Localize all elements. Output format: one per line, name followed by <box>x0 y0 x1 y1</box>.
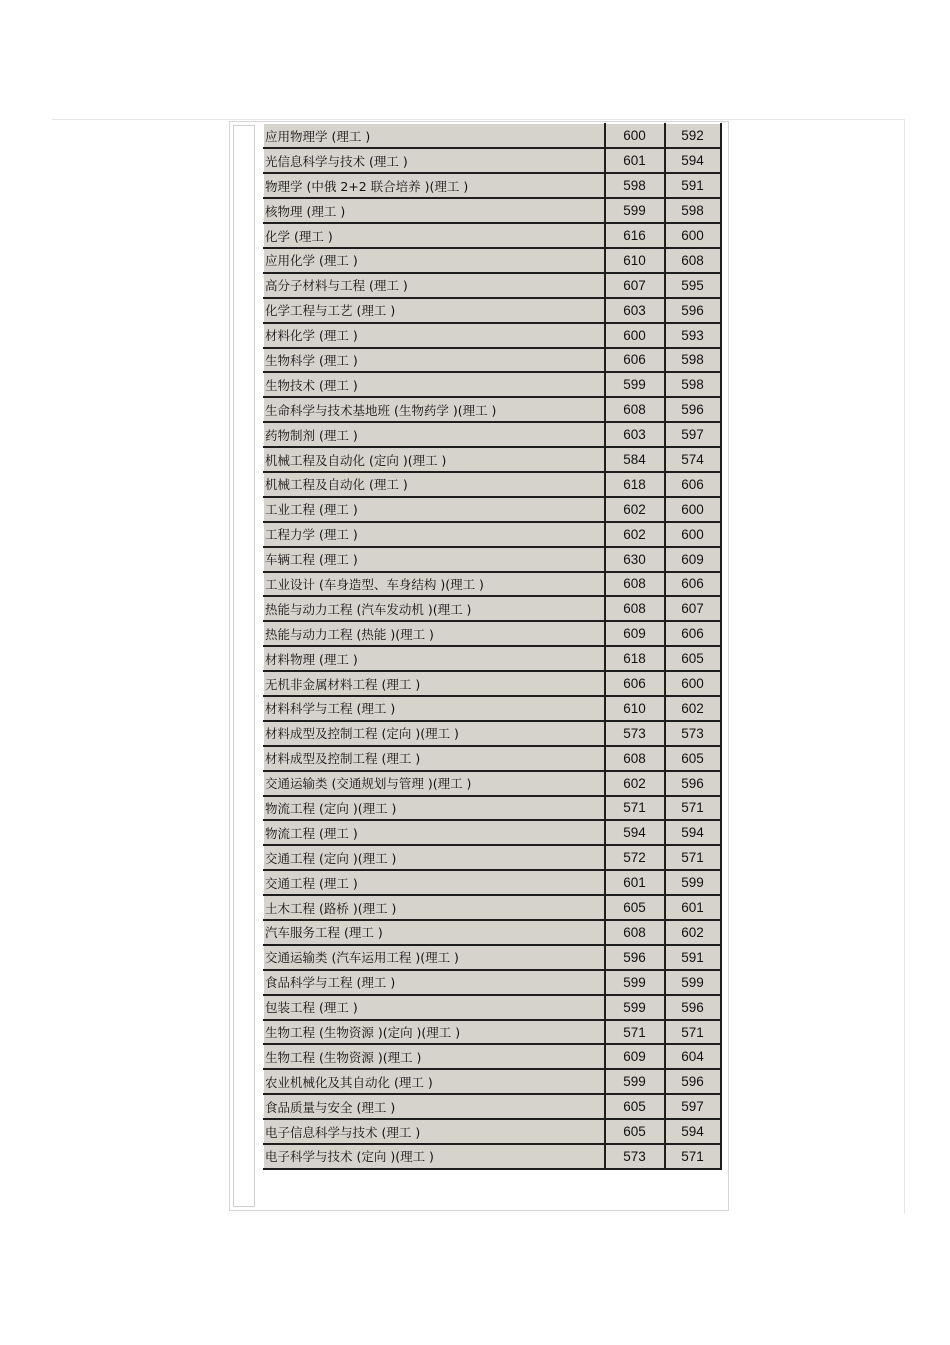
table-row <box>264 372 721 397</box>
table-row <box>264 173 721 198</box>
major-name-cell: 生物工程 (生物资源 )(理工 ) <box>264 1044 605 1069</box>
major-name-cell: 生物工程 (生物资源 )(定向 )(理工 ) <box>264 1020 605 1045</box>
min-score-cell: 606 <box>665 472 721 497</box>
major-name-cell: 交通工程 (定向 )(理工 ) <box>264 845 605 870</box>
min-score-cell: 591 <box>665 173 721 198</box>
max-score-cell: 609 <box>605 621 665 646</box>
min-score-cell: 608 <box>665 248 721 273</box>
min-score-cell: 596 <box>665 298 721 323</box>
major-name-cell: 材料物理 (理工 ) <box>264 646 605 671</box>
min-score-cell: 571 <box>665 1144 721 1169</box>
max-score-cell: 618 <box>605 472 665 497</box>
max-score-cell: 610 <box>605 248 665 273</box>
table-row <box>264 671 721 696</box>
min-score-cell: 592 <box>665 124 721 149</box>
max-score-cell: 602 <box>605 522 665 547</box>
table-row <box>264 970 721 995</box>
major-name-cell: 工业工程 (理工 ) <box>264 497 605 522</box>
max-score-cell: 572 <box>605 845 665 870</box>
major-name-cell: 应用化学 (理工 ) <box>264 248 605 273</box>
min-score-cell: 604 <box>665 1044 721 1069</box>
major-name-cell: 电子科学与技术 (定向 )(理工 ) <box>264 1144 605 1169</box>
min-score-cell: 597 <box>665 422 721 447</box>
max-score-cell: 600 <box>605 124 665 149</box>
major-name-cell: 包装工程 (理工 ) <box>264 995 605 1020</box>
min-score-cell: 573 <box>665 721 721 746</box>
min-score-cell: 605 <box>665 746 721 771</box>
max-score-cell: 599 <box>605 1069 665 1094</box>
max-score-cell: 584 <box>605 447 665 472</box>
table-row <box>264 124 721 149</box>
table-row <box>264 1119 721 1144</box>
major-name-cell: 食品质量与安全 (理工 ) <box>264 1094 605 1119</box>
min-score-cell: 598 <box>665 348 721 373</box>
min-score-cell: 571 <box>665 845 721 870</box>
max-score-cell: 571 <box>605 796 665 821</box>
max-score-cell: 603 <box>605 298 665 323</box>
table-row <box>264 1069 721 1094</box>
min-score-cell: 598 <box>665 372 721 397</box>
table-row <box>264 746 721 771</box>
min-score-cell: 602 <box>665 920 721 945</box>
table-row <box>264 820 721 845</box>
major-name-cell: 材料化学 (理工 ) <box>264 323 605 348</box>
major-name-cell: 工业设计 (车身造型、车身结构 )(理工 ) <box>264 572 605 597</box>
major-name-cell: 材料成型及控制工程 (定向 )(理工 ) <box>264 721 605 746</box>
scores-table <box>263 123 722 1170</box>
major-name-cell: 交通运输类 (交通规划与管理 )(理工 ) <box>264 771 605 796</box>
max-score-cell: 601 <box>605 148 665 173</box>
table-row <box>264 796 721 821</box>
major-name-cell: 材料科学与工程 (理工 ) <box>264 696 605 721</box>
min-score-cell: 594 <box>665 820 721 845</box>
table-row <box>264 472 721 497</box>
major-name-cell: 物流工程 (理工 ) <box>264 820 605 845</box>
max-score-cell: 600 <box>605 323 665 348</box>
table-row <box>264 273 721 298</box>
scores-table-body <box>264 124 721 1169</box>
table-gutter <box>233 125 255 1207</box>
major-name-cell: 交通工程 (理工 ) <box>264 870 605 895</box>
max-score-cell: 599 <box>605 970 665 995</box>
table-row <box>264 621 721 646</box>
max-score-cell: 602 <box>605 771 665 796</box>
major-name-cell: 食品科学与工程 (理工 ) <box>264 970 605 995</box>
max-score-cell: 599 <box>605 372 665 397</box>
table-row <box>264 1020 721 1045</box>
table-row <box>264 870 721 895</box>
min-score-cell: 609 <box>665 547 721 572</box>
min-score-cell: 593 <box>665 323 721 348</box>
max-score-cell: 616 <box>605 223 665 248</box>
max-score-cell: 602 <box>605 497 665 522</box>
max-score-cell: 573 <box>605 1144 665 1169</box>
major-name-cell: 物理学 (中俄 2+2 联合培养 )(理工 ) <box>264 173 605 198</box>
major-name-cell: 材料成型及控制工程 (理工 ) <box>264 746 605 771</box>
max-score-cell: 601 <box>605 870 665 895</box>
table-row <box>264 397 721 422</box>
min-score-cell: 606 <box>665 572 721 597</box>
max-score-cell: 573 <box>605 721 665 746</box>
major-name-cell: 核物理 (理工 ) <box>264 198 605 223</box>
major-name-cell: 土木工程 (路桥 )(理工 ) <box>264 895 605 920</box>
max-score-cell: 605 <box>605 895 665 920</box>
max-score-cell: 610 <box>605 696 665 721</box>
table-row <box>264 596 721 621</box>
major-name-cell: 生物技术 (理工 ) <box>264 372 605 397</box>
table-row <box>264 1044 721 1069</box>
max-score-cell: 594 <box>605 820 665 845</box>
max-score-cell: 603 <box>605 422 665 447</box>
major-name-cell: 车辆工程 (理工 ) <box>264 547 605 572</box>
table-row <box>264 348 721 373</box>
min-score-cell: 598 <box>665 198 721 223</box>
table-row <box>264 422 721 447</box>
max-score-cell: 608 <box>605 397 665 422</box>
max-score-cell: 599 <box>605 198 665 223</box>
table-row <box>264 223 721 248</box>
table-row <box>264 497 721 522</box>
max-score-cell: 605 <box>605 1094 665 1119</box>
min-score-cell: 574 <box>665 447 721 472</box>
min-score-cell: 571 <box>665 1020 721 1045</box>
min-score-cell: 599 <box>665 970 721 995</box>
table-row <box>264 522 721 547</box>
min-score-cell: 599 <box>665 870 721 895</box>
table-row <box>264 995 721 1020</box>
major-name-cell: 机械工程及自动化 (定向 )(理工 ) <box>264 447 605 472</box>
major-name-cell: 生物科学 (理工 ) <box>264 348 605 373</box>
min-score-cell: 594 <box>665 148 721 173</box>
max-score-cell: 599 <box>605 995 665 1020</box>
min-score-cell: 600 <box>665 223 721 248</box>
table-row <box>264 845 721 870</box>
table-row <box>264 572 721 597</box>
major-name-cell: 物流工程 (定向 )(理工 ) <box>264 796 605 821</box>
major-name-cell: 工程力学 (理工 ) <box>264 522 605 547</box>
table-row <box>264 323 721 348</box>
max-score-cell: 608 <box>605 572 665 597</box>
table-row <box>264 721 721 746</box>
max-score-cell: 618 <box>605 646 665 671</box>
max-score-cell: 598 <box>605 173 665 198</box>
min-score-cell: 591 <box>665 945 721 970</box>
min-score-cell: 596 <box>665 397 721 422</box>
major-name-cell: 汽车服务工程 (理工 ) <box>264 920 605 945</box>
table-row <box>264 1094 721 1119</box>
major-name-cell: 机械工程及自动化 (理工 ) <box>264 472 605 497</box>
major-name-cell: 热能与动力工程 (汽车发动机 )(理工 ) <box>264 596 605 621</box>
min-score-cell: 595 <box>665 273 721 298</box>
max-score-cell: 608 <box>605 920 665 945</box>
max-score-cell: 605 <box>605 1119 665 1144</box>
min-score-cell: 596 <box>665 1069 721 1094</box>
table-row <box>264 895 721 920</box>
max-score-cell: 606 <box>605 348 665 373</box>
major-name-cell: 热能与动力工程 (热能 )(理工 ) <box>264 621 605 646</box>
max-score-cell: 607 <box>605 273 665 298</box>
major-name-cell: 生命科学与技术基地班 (生物药学 )(理工 ) <box>264 397 605 422</box>
min-score-cell: 597 <box>665 1094 721 1119</box>
major-name-cell: 高分子材料与工程 (理工 ) <box>264 273 605 298</box>
max-score-cell: 606 <box>605 671 665 696</box>
major-name-cell: 药物制剂 (理工 ) <box>264 422 605 447</box>
min-score-cell: 596 <box>665 771 721 796</box>
table-row <box>264 696 721 721</box>
table-row <box>264 945 721 970</box>
max-score-cell: 630 <box>605 547 665 572</box>
max-score-cell: 596 <box>605 945 665 970</box>
table-row <box>264 148 721 173</box>
table-row <box>264 198 721 223</box>
major-name-cell: 化学工程与工艺 (理工 ) <box>264 298 605 323</box>
max-score-cell: 608 <box>605 596 665 621</box>
min-score-cell: 571 <box>665 796 721 821</box>
min-score-cell: 605 <box>665 646 721 671</box>
major-name-cell: 农业机械化及其自动化 (理工 ) <box>264 1069 605 1094</box>
max-score-cell: 608 <box>605 746 665 771</box>
min-score-cell: 606 <box>665 621 721 646</box>
table-row <box>264 646 721 671</box>
table-row <box>264 771 721 796</box>
table-row <box>264 547 721 572</box>
min-score-cell: 607 <box>665 596 721 621</box>
min-score-cell: 600 <box>665 671 721 696</box>
min-score-cell: 601 <box>665 895 721 920</box>
major-name-cell: 电子信息科学与技术 (理工 ) <box>264 1119 605 1144</box>
min-score-cell: 596 <box>665 995 721 1020</box>
min-score-cell: 600 <box>665 522 721 547</box>
min-score-cell: 600 <box>665 497 721 522</box>
major-name-cell: 交通运输类 (汽车运用工程 )(理工 ) <box>264 945 605 970</box>
min-score-cell: 594 <box>665 1119 721 1144</box>
max-score-cell: 571 <box>605 1020 665 1045</box>
table-row <box>264 298 721 323</box>
table-row <box>264 1144 721 1169</box>
major-name-cell: 化学 (理工 ) <box>264 223 605 248</box>
major-name-cell: 无机非金属材料工程 (理工 ) <box>264 671 605 696</box>
table-row <box>264 920 721 945</box>
max-score-cell: 609 <box>605 1044 665 1069</box>
table-row <box>264 248 721 273</box>
table-row <box>264 447 721 472</box>
major-name-cell: 应用物理学 (理工 ) <box>264 124 605 149</box>
major-name-cell: 光信息科学与技术 (理工 ) <box>264 148 605 173</box>
min-score-cell: 602 <box>665 696 721 721</box>
